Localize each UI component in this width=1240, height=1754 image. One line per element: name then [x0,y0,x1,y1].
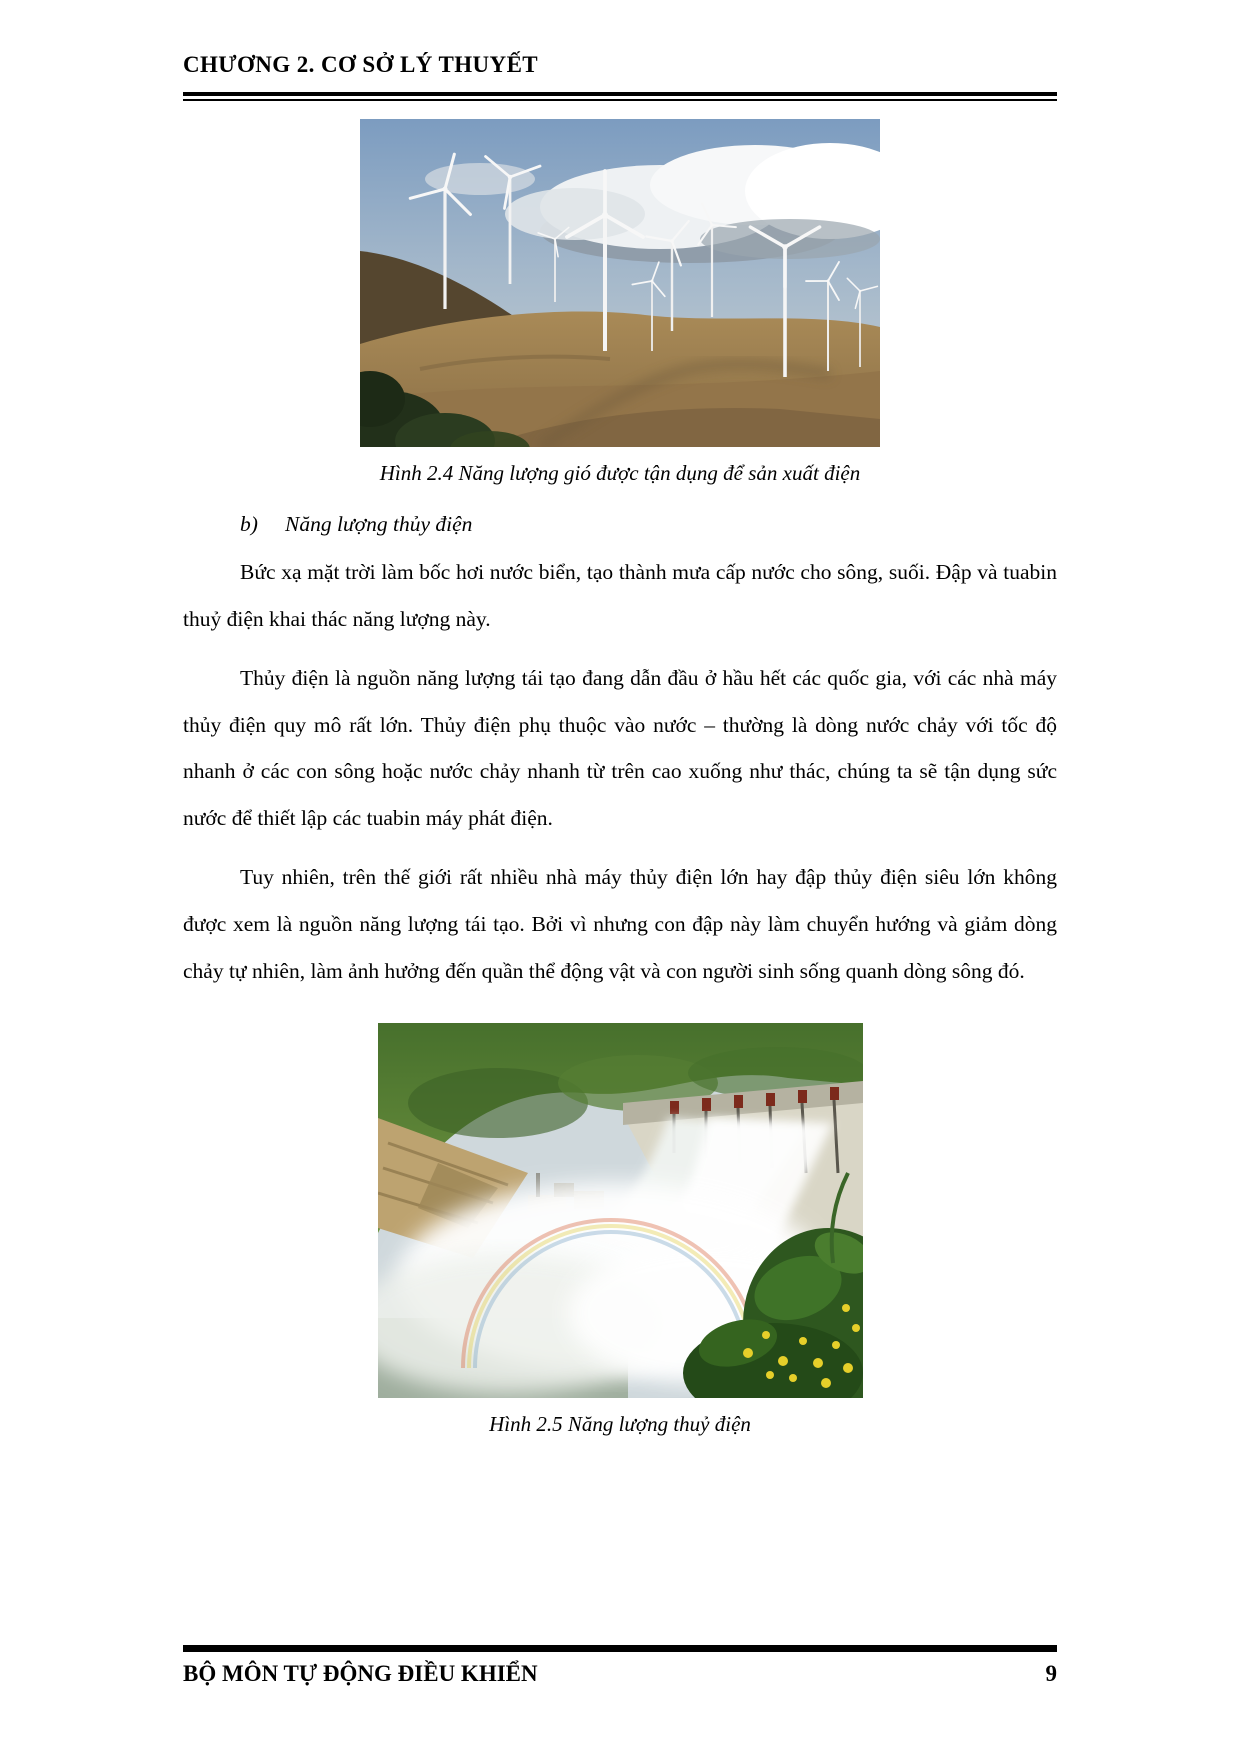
footer-department: BỘ MÔN TỰ ĐỘNG ĐIỀU KHIỂN [183,1661,538,1686]
wind-farm-photo [360,119,880,447]
figure-hydro-dam [183,1023,1057,1437]
hydro-dam-photo [378,1023,863,1398]
section-heading-b [240,512,1057,537]
header-rule-thin [183,99,1057,101]
chapter-title: CHƯƠNG 2. CƠ SỞ LÝ THUYẾT [183,52,539,77]
header-rule-thick [183,92,1057,96]
figure-wind-farm [183,119,1057,486]
paragraph-hydro-leading: Thủy điện là nguồn năng lượng tái tạo đang dẫn đầu ở hầu hết các quốc gia, với các nhà máy thủy điện quy mô rất lớn. Thủy điện phụ thuộc vào nước – thường là dòng nước chảy với tốc độ nhanh ở các con sông hoặc nước chảy nhanh từ trên cao xuống như thác, chúng ta sẽ tận dụng sức nước để thiết lập các tuabin máy phát điện. [183,665,1057,831]
section-label: b) [240,512,258,536]
page-footer [183,1645,1057,1687]
page-number: 9 [1045,1661,1057,1686]
page-content [183,52,1057,1437]
paragraph-hydro-limitations: Tuy nhiên, trên thế giới rất nhiều nhà máy thủy điện lớn hay đập thủy điện siêu lớn không được xem là nguồn năng lượng tái tạo. Bởi vì nhưng con đập này làm chuyển hướng và giảm dòng chảy tự nhiên, làm ảnh hưởng đến quần thể động vật và con người sinh sống quanh dòng sông đó. [183,865,1057,983]
paragraph-solar-evaporation: Bức xạ mặt trời làm bốc hơi nước biển, tạo thành mưa cấp nước cho sông, suối. Đập và tuabin thuỷ điện khai thác năng lượng này. [183,560,1057,631]
footer-rule [183,1645,1057,1652]
section-title: Năng lượng thủy điện [285,512,473,536]
figure-caption-2-4: Hình 2.4 Năng lượng gió được tận dụng để sản xuất điện [379,461,861,485]
figure-caption-2-5: Hình 2.5 Năng lượng thuỷ điện [489,1411,751,1436]
